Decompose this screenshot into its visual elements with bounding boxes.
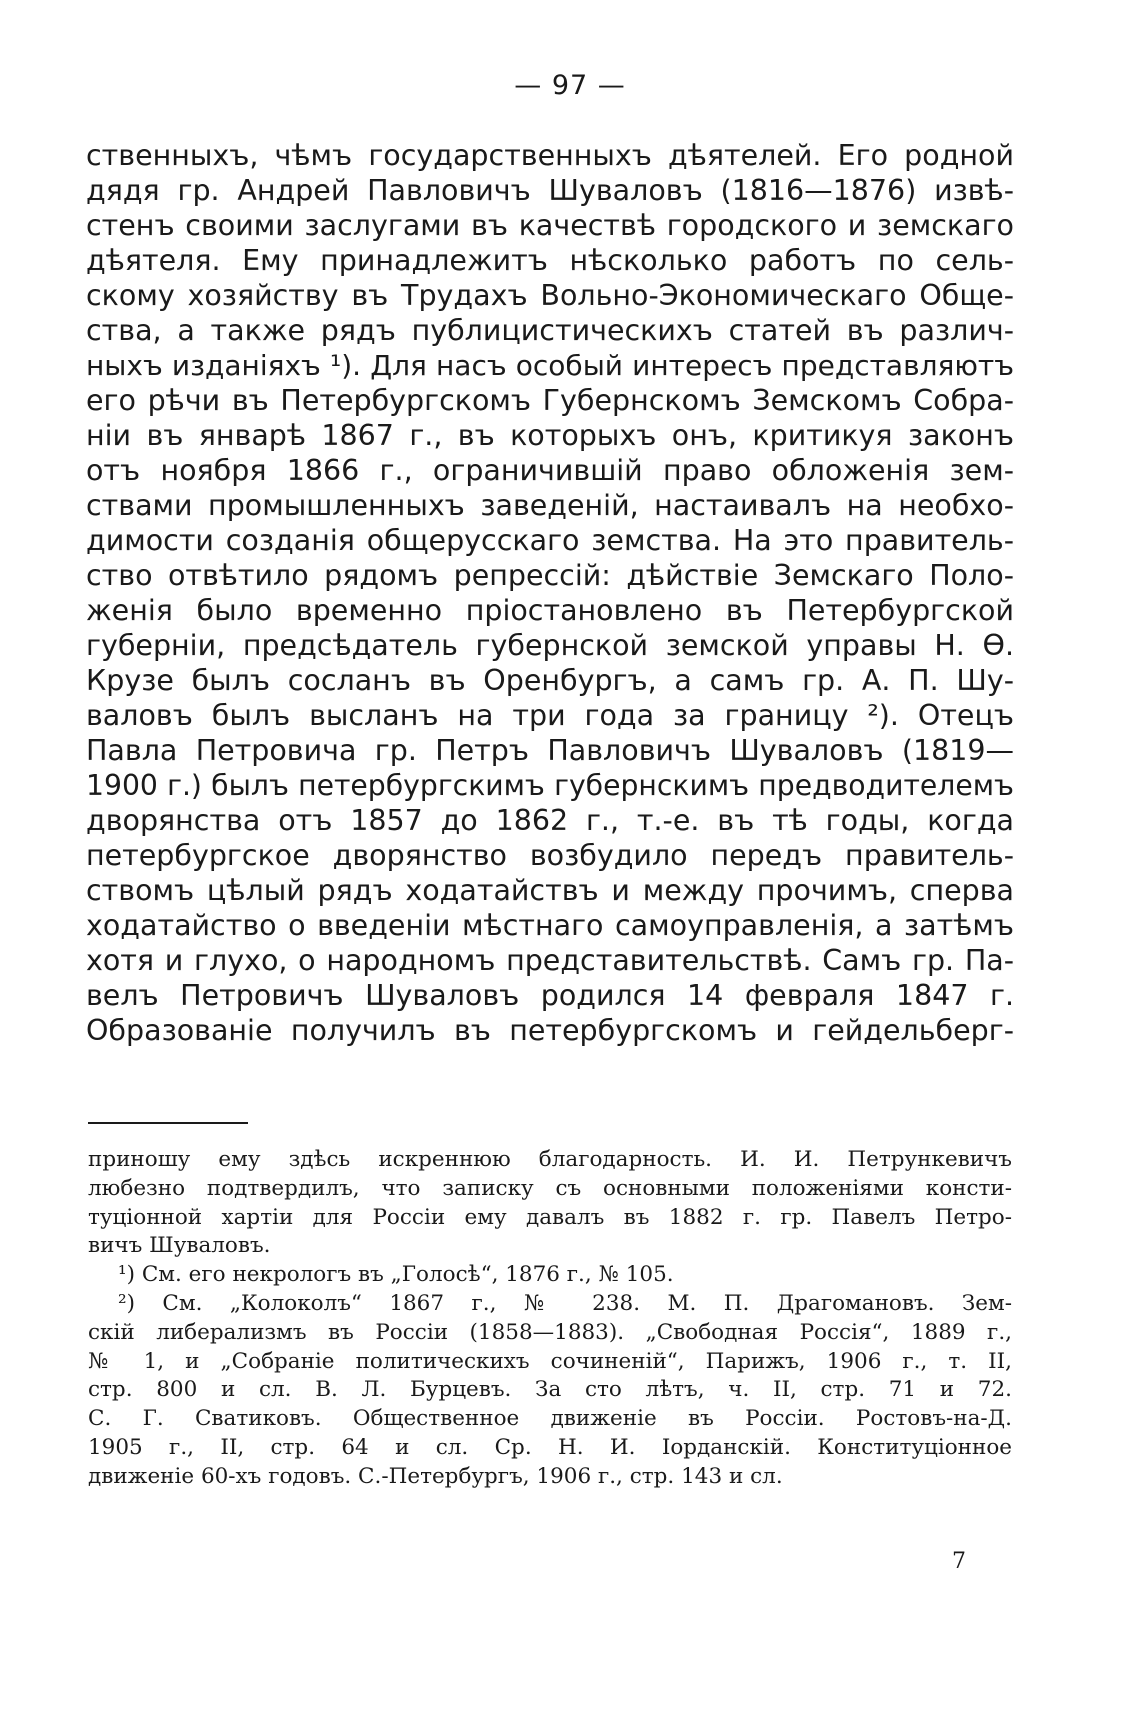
footnote-2-line: стр. 800 и сл. В. Л. Бурцевъ. За сто лѣтъ, ч. II, стр. 71 и 72. — [88, 1377, 1012, 1403]
text-line: ственныхъ, чѣмъ государственныхъ дѣятелей. Его родной — [86, 139, 1014, 172]
footnote-2: ²) См. „Колоколъ“ 1867 г., № 238. М. П. Драгомановъ. Зем- — [118, 1290, 1012, 1316]
text-line: его рѣчи въ Петербургскомъ Губернскомъ Земскомъ Собра- — [86, 384, 1014, 417]
text-line: ствомъ цѣлый рядъ ходатайствъ и между прочимъ, сперва — [86, 874, 1014, 907]
footnote-2-line: 1905 г., II, стр. 64 и сл. Ср. Н. И. Іорданскій. Конституціонное — [88, 1434, 1012, 1460]
text-line: дѣятеля. Ему принадлежитъ нѣсколько работъ по сель- — [86, 244, 1014, 277]
text-line: ніи въ январѣ 1867 г., въ которыхъ онъ, критикуя законъ — [86, 419, 1014, 452]
footnote-continuation-line: туціонной хартіи для Россіи ему давалъ въ 1882 г. гр. Павелъ Петро- — [88, 1204, 1012, 1230]
text-line: губерніи, предсѣдатель губернской земской управы Н. Ѳ. — [86, 629, 1014, 662]
text-line: Образованіе получилъ въ петербургскомъ и гейдельберг- — [86, 1014, 1014, 1047]
text-line: женія было временно пріостановлено въ Петербургской — [86, 594, 1014, 627]
text-line: димости созданія общерусскаго земства. На это правитель- — [86, 524, 1014, 557]
text-line: ства, а также рядъ публицистическихъ статей въ различ- — [86, 314, 1014, 347]
text-line: дядя гр. Андрей Павловичъ Шуваловъ (1816—1876) извѣ- — [86, 174, 1014, 207]
text-line: стенъ своими заслугами въ качествѣ городского и земскаго — [86, 209, 1014, 242]
text-line: ходатайство о введеніи мѣстнаго самоуправленія, а затѣмъ — [86, 909, 1014, 942]
footnote-2-line: № 1, и „Собраніе политическихъ сочиненій“, Парижъ, 1906 г., т. II, — [88, 1348, 1012, 1374]
footnote-continuation-line: любезно подтвердилъ, что записку съ основными положеніями консти- — [88, 1175, 1012, 1201]
text-line: хотя и глухо, о народномъ представительствѣ. Самъ гр. Па- — [86, 944, 1014, 977]
footnote-continuation-line: приношу ему здѣсь искреннюю благодарность. И. И. Петрункевичъ — [88, 1147, 1012, 1172]
text-line: отъ ноября 1866 г., ограничившій право обложенія зем- — [86, 454, 1014, 487]
main-text-block — [86, 138, 1014, 1048]
text-line: скому хозяйству въ Трудахъ Вольно-Экономическаго Обще- — [86, 279, 1014, 312]
text-line: валовъ былъ высланъ на три года за границу ²). Отецъ — [86, 699, 1014, 732]
footnote-2-line: движеніе 60-хъ годовъ. С.-Петербургъ, 1906 г., стр. 143 и сл. — [88, 1463, 783, 1489]
footnote-divider — [88, 1122, 248, 1124]
footnote-continuation-line: вичъ Шуваловъ. — [88, 1233, 271, 1259]
text-line: ствами промышленныхъ заведеній, настаивалъ на необхо- — [86, 489, 1014, 522]
text-line: дворянства отъ 1857 до 1862 г., т.-е. въ тѣ годы, когда — [86, 804, 1014, 837]
printer-signature-mark: 7 — [952, 1549, 966, 1574]
footnote-2-line: скій либерализмъ въ Россіи (1858—1883). „Свободная Россія“, 1889 г., — [88, 1319, 1012, 1345]
text-line: петербургское дворянство возбудило передъ правитель- — [86, 839, 1014, 872]
text-line: ныхъ изданіяхъ ¹). Для насъ особый интересъ представляютъ — [86, 349, 1014, 382]
text-line: ство отвѣтило рядомъ репрессій: дѣйствіе Земскаго Поло- — [86, 559, 1014, 592]
text-line: Павла Петровича гр. Петръ Павловичъ Шуваловъ (1819— — [86, 734, 1014, 767]
text-line: 1900 г.) былъ петербургскимъ губернскимъ предводителемъ — [86, 769, 1014, 802]
text-line: велъ Петровичъ Шуваловъ родился 14 февраля 1847 г. — [86, 979, 1014, 1012]
text-line: Крузе былъ сосланъ въ Оренбургъ, а самъ гр. А. П. Шу- — [86, 664, 1014, 697]
footnote-2-line: С. Г. Сватиковъ. Общественное движеніе въ Россіи. Ростовъ-на-Д. — [88, 1406, 1012, 1432]
page-number: — 97 — — [514, 70, 626, 101]
footnotes-block — [88, 1146, 1012, 1492]
footnote-1: ¹) См. его некрологъ въ „Голосѣ“, 1876 г., № 105. — [118, 1262, 674, 1288]
